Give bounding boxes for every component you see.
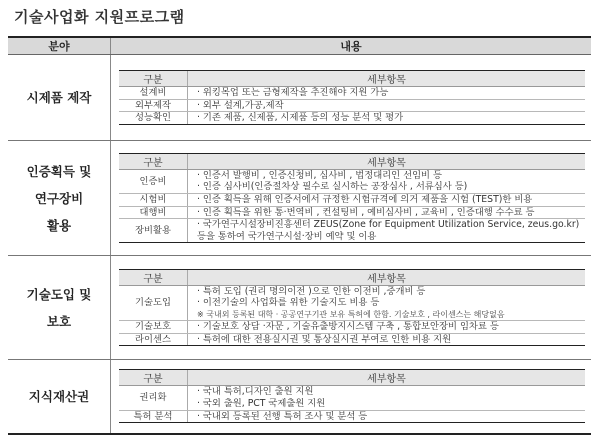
row-detail	[188, 193, 586, 206]
row-category: 기술도입	[119, 285, 188, 321]
section-area	[8, 141, 111, 256]
sub-header-category: 구분	[119, 153, 188, 169]
header-content: 내용	[111, 37, 592, 55]
detail-note: ※ 국내외 등록된 대학 · 공공연구기관 보유 특허에 한함. 기술보호 , 라이센스는 해당없음	[197, 309, 505, 319]
row-detail	[188, 386, 586, 410]
row-detail	[188, 219, 586, 243]
row-detail	[188, 206, 586, 219]
row-category: 장비활용	[119, 219, 188, 243]
detail-item: · 국내 특허,디자인 출원 지원	[197, 386, 314, 398]
detail-item: · 국가연구시설장비진흥센터 ZEUS(Zone for Equipment Utilization Service, zeus.go.kr) 등을 통하여 국가연구시설·장비 예약 및 이용	[197, 219, 580, 242]
detail-item: · 국외 출원, PCT 국제출원 지원	[197, 397, 326, 409]
row-detail	[188, 169, 586, 193]
detail-item: · 인증서 발행비 , 인증신청비, 심사비 , 법정대리인 선임비 등	[197, 169, 442, 181]
section-area-line: 지식재산권	[28, 388, 90, 404]
table-header-row	[8, 37, 591, 55]
sub-header-row	[119, 370, 585, 386]
sub-header-row	[119, 153, 585, 169]
row-category: 대행비	[119, 206, 188, 219]
section-row	[8, 256, 591, 360]
section-content	[111, 141, 592, 256]
section-area-line: 기술도입 및	[26, 286, 92, 302]
sub-table	[119, 269, 585, 347]
table-row	[119, 169, 585, 193]
table-row	[119, 333, 585, 346]
section-area	[8, 360, 111, 434]
row-detail	[188, 333, 586, 346]
row-category: 권리화	[119, 386, 188, 410]
detail-item: · 인증 심사비(인증절차상 필수로 실시하는 공장심사 , 서류심사 등)	[197, 181, 468, 193]
section-content	[111, 256, 592, 360]
detail-item: · 이전기술의 사업화를 위한 기술지도 비용 등	[197, 297, 380, 309]
row-category: 인증비	[119, 169, 188, 193]
row-detail	[188, 99, 586, 112]
section-area-line: 시제품 제작	[26, 90, 92, 105]
sub-header-detail: 세부항목	[188, 153, 586, 169]
section-area-line: 연구장비	[34, 190, 84, 206]
program-table	[8, 36, 591, 435]
row-category: 라이센스	[119, 333, 188, 346]
sub-header-category: 구분	[119, 71, 188, 87]
row-detail	[188, 410, 586, 423]
row-category: 성능확인	[119, 112, 188, 125]
detail-item: · 기존 제품, 신제품, 시제품 등의 성능 분석 및 평가	[197, 112, 404, 124]
sub-table	[119, 153, 585, 244]
row-detail	[188, 285, 586, 321]
row-category: 기술보호	[119, 321, 188, 334]
table-body	[8, 55, 591, 434]
table-row	[119, 219, 585, 243]
table-row	[119, 321, 585, 334]
table-row	[119, 87, 585, 100]
sub-header-detail: 세부항목	[188, 71, 586, 87]
sub-header-category: 구분	[119, 269, 188, 285]
section-area	[8, 55, 111, 141]
sub-header-row	[119, 269, 585, 285]
row-category: 설계비	[119, 87, 188, 100]
row-detail	[188, 321, 586, 334]
detail-item: · 외부 설계,가공,제작	[197, 99, 284, 111]
detail-item: · 인증 획득을 위해 인증서에서 규정한 시험규격에 의거 제품을 시험 (TEST)한 비용	[197, 193, 533, 205]
page-title: 기술사업화 지원프로그램	[14, 8, 185, 26]
row-category: 외부제작	[119, 99, 188, 112]
row-detail	[188, 87, 586, 100]
table-row	[119, 206, 585, 219]
sub-header-row	[119, 71, 585, 87]
section-row	[8, 360, 591, 434]
table-row	[119, 193, 585, 206]
row-category: 특허 분석	[119, 410, 188, 423]
section-area-line: 활용	[46, 217, 72, 233]
table-row	[119, 285, 585, 321]
detail-item: · 위킹목업 또는 금형제작을 추진해야 지원 가능	[197, 87, 389, 99]
sub-header-category: 구분	[119, 370, 188, 386]
section-area-line: 보호	[46, 313, 72, 329]
sub-table	[119, 70, 585, 125]
row-category: 시험비	[119, 193, 188, 206]
section-area	[8, 256, 111, 360]
section-row	[8, 55, 591, 141]
sub-table	[119, 369, 585, 423]
table-row	[119, 386, 585, 410]
table-row	[119, 99, 585, 112]
section-area-line: 인증획득 및	[26, 163, 92, 179]
header-area: 분야	[8, 37, 111, 55]
section-content	[111, 360, 592, 434]
sub-header-detail: 세부항목	[188, 370, 586, 386]
detail-item: · 인증 획득을 위한 통·번역비 , 컨설팅비 , 예비심사비 , 교육비 , 인증대행 수수료 등	[197, 206, 535, 218]
sub-header-detail: 세부항목	[188, 269, 586, 285]
detail-item: · 특허 도입 (권리 명의이전 )으로 인한 이전비 ,중개비 등	[197, 285, 426, 297]
table-row	[119, 112, 585, 125]
detail-item: · 국내외 등록된 선행 특허 조사 및 분석 등	[197, 410, 368, 422]
table-row	[119, 410, 585, 423]
detail-item: · 특허에 대한 전용실시권 및 통상실시권 부여로 인한 비용 지원	[197, 333, 452, 345]
row-detail	[188, 112, 586, 125]
section-row	[8, 141, 591, 256]
detail-item: · 기술보호 상담 ·자문 , 기술유출방지시스템 구축 , 통합보안장비 임차료 등	[197, 321, 499, 333]
section-content	[111, 55, 592, 141]
